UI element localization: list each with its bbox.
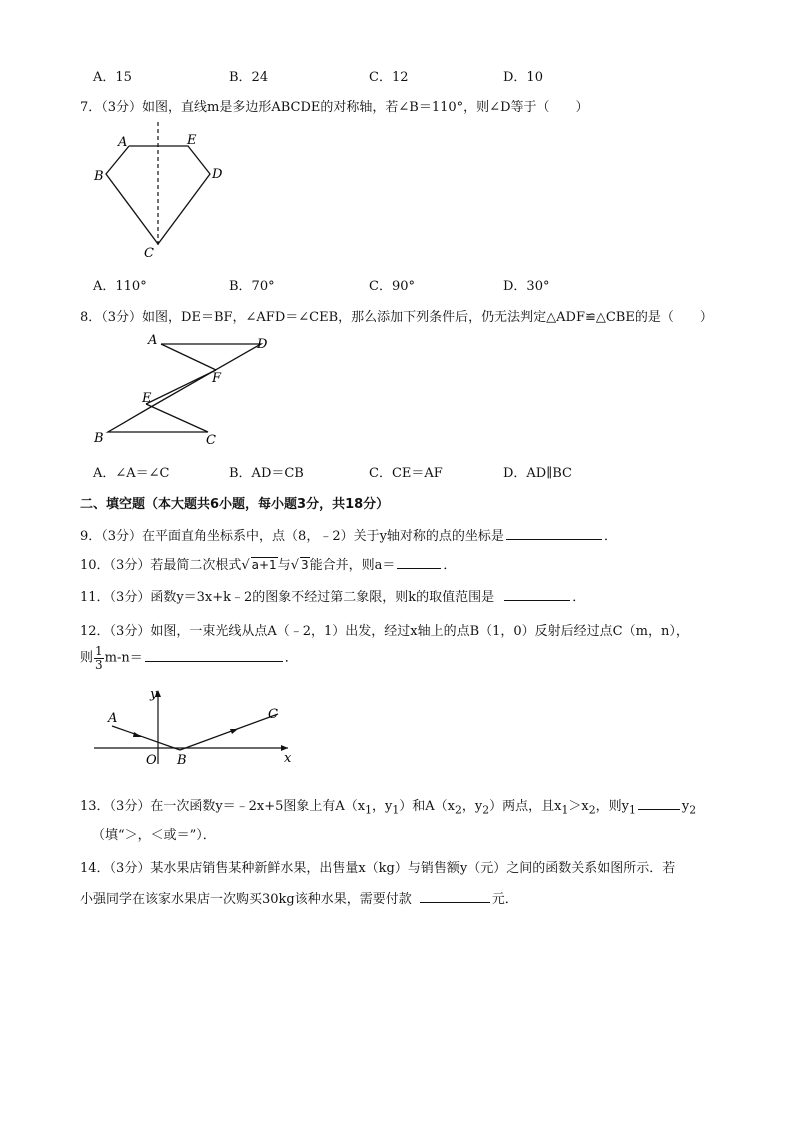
q8-label-b: B (94, 431, 104, 446)
q12-line2: 则 $\frac{1}{3}$ m-n＝ ． (80, 644, 298, 672)
q12-line1: 12．（3分）如图，一束光线从点A（﹣2，1）出发，经过x轴上的点B（1，0）反射后经过点C（m，n）， (80, 624, 689, 639)
q6-option-d: D．10 (503, 70, 543, 85)
q8-option-b: B．AD＝CB (229, 466, 304, 481)
q6-option-a: A．15 (93, 70, 132, 85)
q12-label-y: y (150, 687, 158, 702)
q8-option-a: A．∠A＝∠C (93, 466, 170, 481)
q10-radicand-2: 3 (300, 558, 309, 572)
q11: 11．（3分）函数y＝3x+k﹣2的图象不经过第二象限，则k的取值范围是 ． (80, 590, 586, 605)
q12-label-b: B (177, 753, 187, 768)
q8-line-af (161, 344, 216, 370)
q8-label-e: E (142, 391, 152, 406)
q12-reflection-figure (88, 684, 303, 772)
q8-label-f: F (212, 371, 222, 386)
q8-zigzag-figure (88, 328, 288, 453)
q8-label-a: A (148, 333, 158, 348)
radical-sign: √ (241, 558, 250, 573)
q8-stem: 8．（3分）如图，DE＝BF，∠AFD＝∠CEB，那么添加下列条件后，仍无法判定△ADF≌△CBE的是（ ） (80, 310, 713, 325)
q13-answer-blank[interactable] (638, 797, 680, 810)
q7-label-a: A (118, 135, 128, 150)
q6-option-c: C．12 (369, 70, 409, 85)
q14-line1: 14．（3分）某水果店销售某种新鲜水果，出售量x（kg）与销售额y（元）之间的函数关系如图所示．若 (80, 861, 676, 876)
q7-label-b: B (94, 169, 104, 184)
q7-option-a: A．110° (93, 279, 147, 294)
q8-label-d: D (257, 337, 268, 352)
q8-option-c: C．CE＝AF (369, 466, 443, 481)
q9-answer-blank[interactable] (506, 527, 602, 540)
q11-text: 11．（3分）函数y＝3x+k﹣2的图象不经过第二象限，则k的取值范围是 (80, 590, 495, 605)
q6-option-b: B．24 (229, 70, 269, 85)
q12-label-x: x (284, 751, 292, 766)
q13-line1: 13．（3分）在一次函数y＝﹣2x+5图象上有$A(x_1$，$y_1$）和$A(x_2$，$y_2$）两点，且$x_1>x_2$，则$y_1$ $y_2$ (80, 799, 697, 817)
q9: 9．（3分）在平面直角坐标系中，点（8，﹣2）关于y轴对称的点的坐标是 ． (80, 529, 617, 544)
q12-answer-blank[interactable] (145, 649, 283, 662)
q14-line2: 小强同学在该家水果店一次购买30kg该种水果，需要付款 元． (80, 892, 518, 907)
section-2-heading: 二、填空题（本大题共6小题，每小题3分，共18分） (80, 497, 390, 512)
incident-ray (112, 726, 180, 750)
reflected-ray (180, 714, 278, 750)
q12-label-a: A (108, 711, 118, 726)
q7-label-e: E (187, 133, 197, 148)
q8-option-d: D．AD∥BC (503, 466, 572, 481)
q9-text: 9．（3分）在平面直角坐标系中，点（8，﹣2）关于y轴对称的点的坐标是 (80, 529, 504, 544)
q14-answer-blank[interactable] (420, 890, 490, 903)
q12-fraction: $\frac{1}{3}$ (95, 644, 103, 672)
q7-stem: 7．（3分）如图，直线m是多边形ABCDE的对称轴，若∠B＝110°，则∠D等于（ ） (80, 100, 589, 115)
q7-option-c: C．90° (369, 279, 415, 294)
q10-radicand-1: a+1 (251, 558, 277, 572)
q8-label-c: C (206, 433, 216, 448)
q12-label-c: C (268, 707, 278, 722)
radical-sign: √ (290, 558, 299, 573)
incident-ray-arrow (133, 732, 142, 737)
q10-answer-blank[interactable] (397, 556, 441, 569)
q8-line-fe (146, 370, 216, 404)
q11-answer-blank[interactable] (504, 588, 570, 601)
q7-pentagon-figure (88, 118, 238, 268)
q7-label-c: C (144, 246, 154, 261)
q12-label-o: O (146, 753, 157, 768)
q10-text: 10．（3分）若最简二次根式 (80, 558, 242, 573)
q7-option-b: B．70° (229, 279, 275, 294)
q7-label-d: D (212, 167, 223, 182)
q13-line2: （填“＞，＜或＝”）． (92, 828, 216, 843)
q7-option-d: D．30° (503, 279, 550, 294)
reflected-ray-arrow (230, 729, 238, 734)
q10: 10．（3分）若最简二次根式√ a+1与√ 3能合并，则a＝ ． (80, 558, 457, 573)
q8-lines (108, 344, 261, 432)
